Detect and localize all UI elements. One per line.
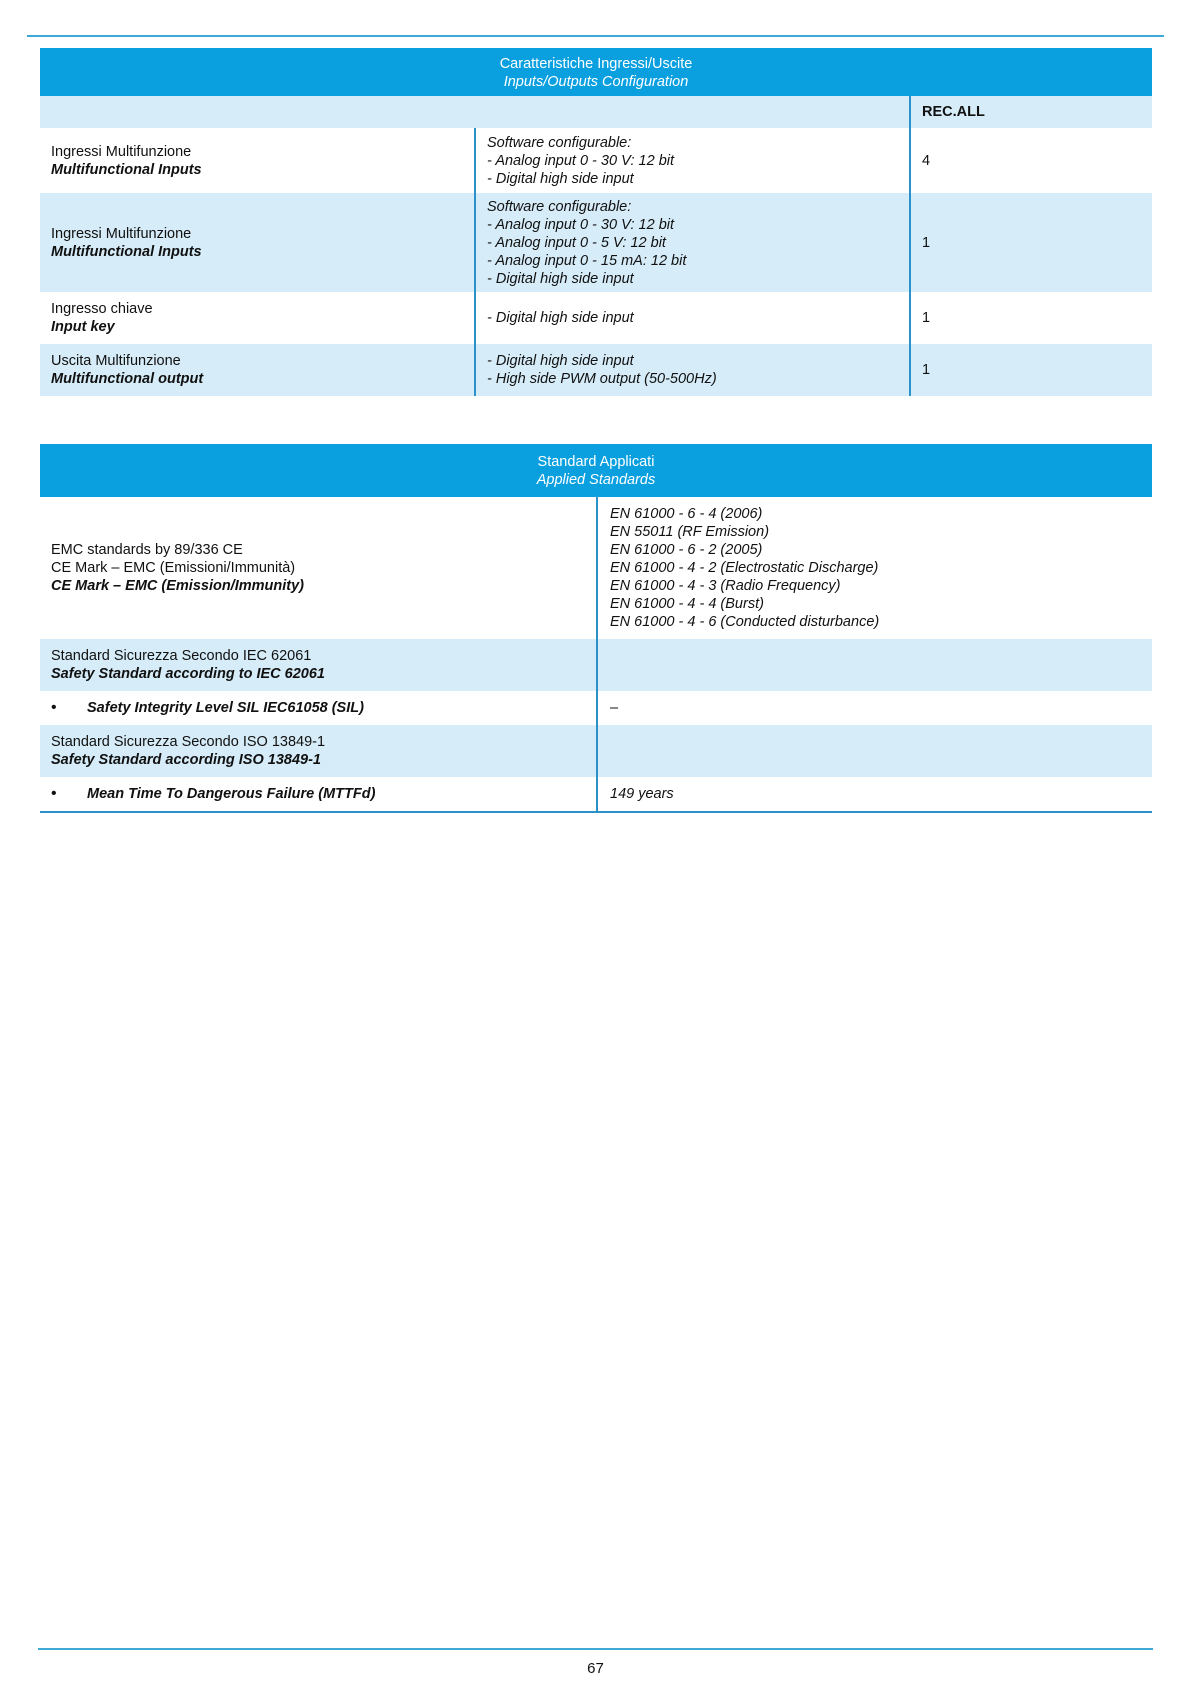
io-row (40, 128, 1152, 193)
io-detail: - Analog input 0 - 5 V: 12 bit (487, 234, 666, 251)
standards-table (40, 444, 1152, 813)
io-detail: Software configurable: (487, 198, 632, 215)
emc-standard: EN 61000 - 6 - 4 (2006) (610, 506, 763, 522)
io-value: 1 (909, 344, 1152, 396)
bottom-rule (38, 1648, 1153, 1650)
io-detail: - Digital high side input (487, 270, 634, 287)
bullet-icon: • (51, 699, 57, 716)
emc-standard: EN 61000 - 4 - 2 (Electrostatic Discharge) (610, 560, 879, 576)
iso-row (40, 725, 1152, 777)
mttfd-value: 149 years (596, 777, 1152, 811)
iec-label-en: Safety Standard according to IEC 62061 (51, 666, 325, 682)
io-label-en: Input key (51, 319, 115, 335)
bullet-icon: • (51, 785, 57, 802)
io-value: 4 (909, 128, 1152, 193)
io-detail: - Analog input 0 - 15 mA: 12 bit (487, 252, 687, 269)
io-row (40, 344, 1152, 396)
io-detail: - Digital high side input (487, 170, 634, 187)
iso-label-it: Standard Sicurezza Secondo ISO 13849-1 (51, 734, 326, 750)
emc-line1: EMC standards by 89/336 CE (51, 542, 243, 558)
io-label-en: Multifunctional Inputs (51, 243, 202, 260)
io-value: 1 (909, 193, 1152, 292)
io-title-en: Inputs/Outputs Configuration (503, 74, 689, 90)
emc-standard: EN 61000 - 4 - 6 (Conducted disturbance) (610, 614, 880, 630)
io-detail: - Analog input 0 - 30 V: 12 bit (487, 216, 675, 233)
emc-standard: EN 61000 - 6 - 2 (2005) (610, 542, 763, 558)
io-column-header-row (40, 96, 1152, 128)
standards-table-header (40, 444, 1152, 497)
mttfd-label: Mean Time To Dangerous Failure (MTTFd) (87, 786, 376, 802)
io-row (40, 193, 1152, 292)
io-detail: - Digital high side input (487, 353, 634, 369)
top-rule (27, 35, 1164, 37)
io-label-it: Ingressi Multifunzione (51, 225, 192, 242)
io-label-en: Multifunctional output (51, 371, 204, 387)
io-title-it: Caratteristiche Ingressi/Uscite (499, 56, 693, 72)
emc-standard: EN 61000 - 4 - 4 (Burst) (610, 596, 764, 612)
io-label-it: Ingressi Multifunzione (51, 143, 192, 160)
io-detail: - High side PWM output (50-500Hz) (487, 371, 717, 387)
page-number: 67 (587, 1660, 604, 1677)
iec-row (40, 639, 1152, 691)
emc-line2: CE Mark – EMC (Emissioni/Immunità) (51, 560, 296, 576)
iec-label-it: Standard Sicurezza Secondo IEC 62061 (51, 648, 312, 664)
standards-title-it: Standard Applicati (537, 454, 655, 470)
io-label-en: Multifunctional Inputs (51, 161, 202, 178)
io-label-it: Ingresso chiave (51, 301, 153, 317)
emc-row (40, 497, 1152, 639)
emc-standard: EN 55011 (RF Emission) (610, 524, 770, 540)
io-table (40, 48, 1152, 396)
io-label-it: Uscita Multifunzione (51, 353, 181, 369)
sil-label: Safety Integrity Level SIL IEC61058 (SIL) (87, 700, 364, 716)
sil-value: – (596, 691, 1152, 725)
mttfd-row (40, 777, 1152, 813)
column-header-recall: REC.ALL (909, 96, 1152, 128)
io-detail: Software configurable: (487, 134, 632, 151)
io-value: 1 (909, 292, 1152, 344)
io-row (40, 292, 1152, 344)
iso-label-en: Safety Standard according ISO 13849-1 (51, 752, 321, 768)
io-table-header (40, 48, 1152, 96)
io-detail: - Analog input 0 - 30 V: 12 bit (487, 152, 675, 169)
emc-standard: EN 61000 - 4 - 3 (Radio Frequency) (610, 578, 841, 594)
standards-title-en: Applied Standards (536, 472, 656, 488)
emc-line3: CE Mark – EMC (Emission/Immunity) (51, 578, 304, 594)
sil-row (40, 691, 1152, 725)
io-detail: - Digital high side input (487, 310, 634, 326)
